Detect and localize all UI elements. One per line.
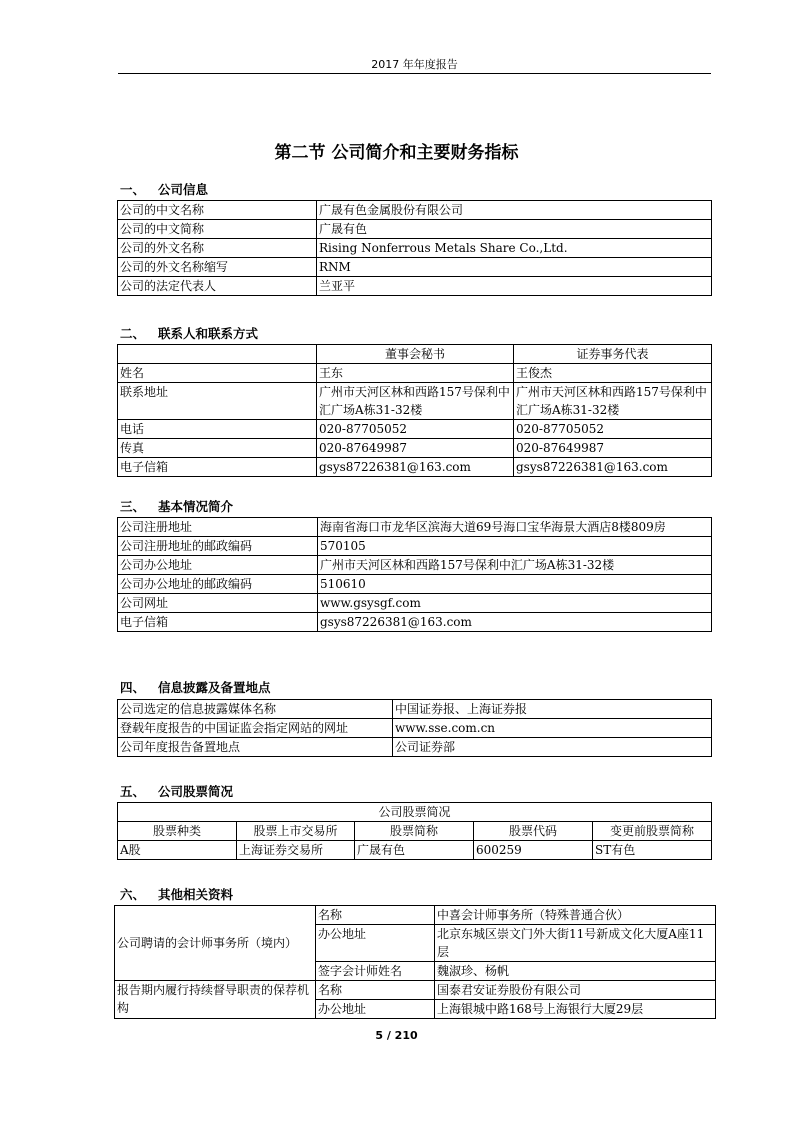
table-row <box>118 277 712 296</box>
table-row <box>118 556 712 575</box>
row-label: 公司网址 <box>118 594 318 613</box>
table-row <box>118 458 712 477</box>
table-row <box>118 364 712 383</box>
contact-table <box>117 344 712 477</box>
row-label: 联系地址 <box>118 383 317 420</box>
table-row <box>118 239 712 258</box>
section-title: 第二节 公司简介和主要财务指标 <box>274 143 519 163</box>
table-row <box>118 594 712 613</box>
column-header: 董事会秘书 <box>317 345 514 364</box>
row-label: 公司年度报告备置地点 <box>118 738 393 757</box>
cell: 广州市天河区林和西路157号保利中汇广场A栋31-32楼 <box>317 383 514 420</box>
table-header-row <box>118 345 712 364</box>
subsection-title: 信息披露及备置地点 <box>158 680 271 695</box>
subsection-title: 公司股票简况 <box>158 784 234 799</box>
row-label: 公司的中文简称 <box>118 220 317 239</box>
cell: 王俊杰 <box>514 364 712 383</box>
company-info-table <box>117 200 712 296</box>
subsection-number: 二、 <box>120 326 146 341</box>
row-value: 公司证券部 <box>393 738 712 757</box>
column-header: 变更前股票简称 <box>593 822 712 841</box>
row-label: 公司的外文名称 <box>118 239 317 258</box>
subsection-title: 基本情况简介 <box>158 499 234 514</box>
row-value: gsys87226381@163.com <box>318 613 712 632</box>
table-caption: 公司股票简况 <box>118 803 712 822</box>
cell: 上海证券交易所 <box>237 841 355 860</box>
table-row <box>118 201 712 220</box>
subsection-other <box>120 885 233 903</box>
cell-value: 上海银城中路168号上海银行大厦29层 <box>435 1000 716 1019</box>
cell-key: 名称 <box>316 906 435 925</box>
subsection-number: 四、 <box>120 680 146 695</box>
column-header: 股票简称 <box>355 822 474 841</box>
cell: 广晟有色 <box>355 841 474 860</box>
subsection-title: 其他相关资料 <box>158 887 234 902</box>
row-label: 公司注册地址的邮政编码 <box>118 537 318 556</box>
subsection-number: 一、 <box>120 182 146 197</box>
row-label: 报告期内履行持续督导职责的保荐机构 <box>115 981 316 1019</box>
row-value: www.sse.com.cn <box>393 719 712 738</box>
table-row <box>115 981 716 1000</box>
cell-value: 魏淑珍、杨帆 <box>435 962 716 981</box>
column-header: 证券事务代表 <box>514 345 712 364</box>
other-info-table <box>114 905 716 1019</box>
row-label: 电子信箱 <box>118 458 317 477</box>
table-row <box>115 906 716 925</box>
cell: gsys87226381@163.com <box>514 458 712 477</box>
cell: 020-87649987 <box>514 439 712 458</box>
subsection-contact <box>120 324 258 342</box>
row-value: www.gsysgf.com <box>318 594 712 613</box>
cell: A股 <box>118 841 237 860</box>
table-row <box>118 220 712 239</box>
cell: gsys87226381@163.com <box>317 458 514 477</box>
cell-value: 国泰君安证券股份有限公司 <box>435 981 716 1000</box>
row-value: 中国证券报、上海证券报 <box>393 700 712 719</box>
row-value: 510610 <box>318 575 712 594</box>
basic-info-table <box>117 517 712 632</box>
row-label: 公司办公地址 <box>118 556 318 575</box>
page-number: 5 / 210 <box>375 1029 418 1042</box>
cell: 广州市天河区林和西路157号保利中汇广场A栋31-32楼 <box>514 383 712 420</box>
table-row <box>118 841 712 860</box>
subsection-number: 三、 <box>120 499 146 514</box>
table-row <box>118 258 712 277</box>
row-value: 570105 <box>318 537 712 556</box>
cell-key: 签字会计师姓名 <box>316 962 435 981</box>
table-row <box>118 738 712 757</box>
subsection-number: 五、 <box>120 784 146 799</box>
table-row <box>118 420 712 439</box>
table-row <box>118 575 712 594</box>
cell: ST有色 <box>593 841 712 860</box>
subsection-number: 六、 <box>120 887 146 902</box>
cell-key: 办公地址 <box>316 1000 435 1019</box>
column-header: 股票上市交易所 <box>237 822 355 841</box>
table-row <box>118 518 712 537</box>
row-label: 公司办公地址的邮政编码 <box>118 575 318 594</box>
row-value: RNM <box>317 258 712 277</box>
cell-key: 办公地址 <box>316 925 435 962</box>
header-divider <box>118 73 711 74</box>
row-label: 公司注册地址 <box>118 518 318 537</box>
row-label: 公司的中文名称 <box>118 201 317 220</box>
row-value: 兰亚平 <box>317 277 712 296</box>
subsection-title: 公司信息 <box>158 182 209 197</box>
row-label: 公司的外文名称缩写 <box>118 258 317 277</box>
row-label: 传真 <box>118 439 317 458</box>
table-row <box>118 383 712 420</box>
row-value: 海南省海口市龙华区滨海大道69号海口宝华海景大酒店8楼809房 <box>318 518 712 537</box>
subsection-disclosure <box>120 678 271 696</box>
stock-table <box>117 802 712 860</box>
table-row <box>118 700 712 719</box>
row-value: 广晟有色金属股份有限公司 <box>317 201 712 220</box>
row-label: 公司聘请的会计师事务所（境内） <box>115 906 316 981</box>
row-value: 广州市天河区林和西路157号保利中汇广场A栋31-32楼 <box>318 556 712 575</box>
cell: 020-87705052 <box>317 420 514 439</box>
disclosure-table <box>117 699 712 757</box>
row-label: 电子信箱 <box>118 613 318 632</box>
row-label: 公司选定的信息披露媒体名称 <box>118 700 393 719</box>
page-header: 2017 年年度报告 <box>371 58 458 71</box>
row-label: 电话 <box>118 420 317 439</box>
cell: 020-87705052 <box>514 420 712 439</box>
row-label: 公司的法定代表人 <box>118 277 317 296</box>
subsection-company-info <box>120 180 208 198</box>
cell-value: 中喜会计师事务所（特殊普通合伙） <box>435 906 716 925</box>
row-value: Rising Nonferrous Metals Share Co.,Ltd. <box>317 239 712 258</box>
table-row <box>118 537 712 556</box>
table-row <box>118 439 712 458</box>
column-header: 股票代码 <box>474 822 593 841</box>
row-label: 登载年度报告的中国证监会指定网站的网址 <box>118 719 393 738</box>
subsection-stock <box>120 782 233 800</box>
table-caption-row <box>118 803 712 822</box>
cell: 王东 <box>317 364 514 383</box>
column-header: 股票种类 <box>118 822 237 841</box>
row-label: 姓名 <box>118 364 317 383</box>
table-header-row <box>118 822 712 841</box>
subsection-basic <box>120 497 233 515</box>
table-row <box>118 613 712 632</box>
subsection-title: 联系人和联系方式 <box>158 326 259 341</box>
cell-value: 北京东城区崇文门外大街11号新成文化大厦A座11层 <box>435 925 716 962</box>
cell: 600259 <box>474 841 593 860</box>
table-row <box>118 719 712 738</box>
cell: 020-87649987 <box>317 439 514 458</box>
row-value: 广晟有色 <box>317 220 712 239</box>
cell-key: 名称 <box>316 981 435 1000</box>
